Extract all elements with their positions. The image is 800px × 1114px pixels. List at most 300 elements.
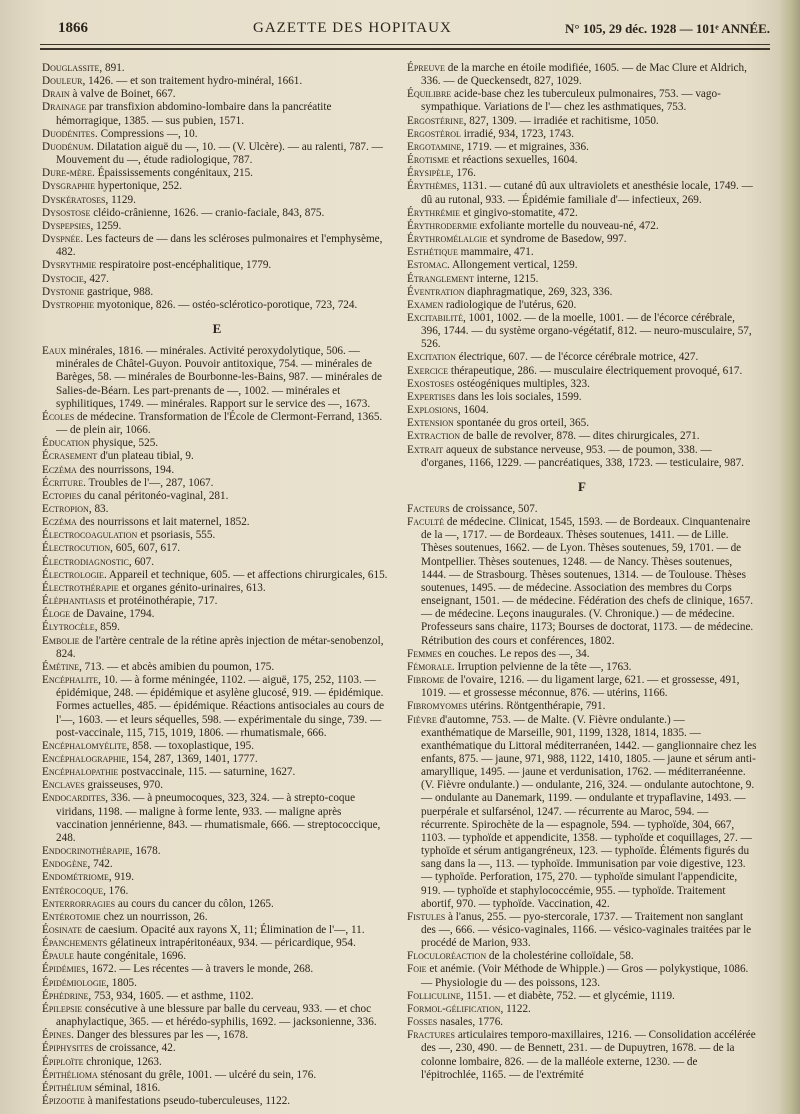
index-entry	[407, 220, 757, 233]
entry-references: de croissance, 507.	[449, 503, 538, 515]
entry-references: du canal péritonéo-vaginal, 281.	[81, 489, 229, 502]
entry-references: et organes génito-urinaires, 613.	[118, 581, 266, 594]
entry-references: . Les facteurs de — dans les scléroses pulmonaires et l'emphysème, 482.	[56, 233, 383, 259]
entry-heading: Dysgraphie	[42, 180, 95, 193]
index-entry	[42, 490, 392, 503]
index-entry	[407, 990, 757, 1003]
entry-heading: Érythèmes	[407, 180, 457, 193]
entry-heading: Dyskératoses	[42, 193, 106, 206]
entry-references: , 713. — et abcès amibien du poumon, 175.	[79, 660, 275, 673]
entry-heading: Drain	[42, 88, 70, 101]
entry-heading: Eczéma	[42, 516, 77, 529]
index-entry	[42, 62, 392, 75]
entry-references: , 891.	[99, 62, 125, 74]
index-entry	[42, 753, 392, 766]
entry-heading: Fibrome	[407, 674, 445, 687]
entry-references: radiologique de l'utérus, 620.	[443, 298, 577, 311]
index-entry	[42, 194, 392, 207]
entry-heading: Entérotomie	[42, 910, 101, 923]
entry-heading: Éphédrine	[42, 989, 89, 1002]
entry-heading: Ectopies	[42, 489, 82, 502]
entry-references: en couches. Le repos des —, 34.	[441, 647, 590, 660]
entry-heading: Foie	[407, 963, 427, 976]
index-entry	[407, 88, 757, 114]
index-entry	[42, 286, 392, 299]
index-entry	[42, 464, 392, 477]
entry-heading: Érysipèle	[407, 167, 451, 180]
entry-references: , 1672. — Les récentes — à travers le monde, 268.	[85, 963, 314, 976]
entry-heading: Éosinate	[42, 924, 83, 936]
entry-heading: Douglassite	[42, 62, 100, 74]
entry-references: ostéogéniques multiples, 323.	[454, 377, 590, 390]
index-entry	[42, 477, 392, 490]
entry-heading: Enterrorragies	[42, 897, 116, 910]
entry-heading: Émétine	[42, 660, 80, 673]
entry-heading: Fractures	[407, 1029, 456, 1042]
index-entry	[42, 516, 392, 529]
index-entry	[42, 674, 392, 740]
entry-references: , 1122.	[500, 1002, 531, 1015]
index-entry	[407, 911, 757, 950]
index-entry	[42, 180, 392, 193]
entry-references: et psoriasis, 555.	[137, 529, 216, 542]
entry-heading: Épithélium	[42, 1081, 92, 1094]
entry-heading: Épizootie	[42, 1095, 85, 1108]
entry-references: , 1151. — et diabète, 752. — et glycémie, 1119.	[460, 989, 675, 1002]
index-entry	[42, 569, 392, 582]
entry-references: diaphragmatique, 269, 323, 336.	[464, 285, 613, 298]
entry-references: de l'ovaire, 1216. — du ligament large, 621. — et grossesse, 491, 1019. — et grossesse méconnue, 876. — utérins, 1166.	[421, 674, 740, 700]
index-entry	[42, 1082, 392, 1095]
entry-references: nasales, 1776.	[437, 1016, 504, 1029]
entry-references: sténosant du grêle, 1001. — ulcéré du sein, 176.	[97, 1068, 317, 1081]
entry-references: interne, 1215.	[473, 272, 539, 285]
entry-references: de la cholestérine colloïdale, 58.	[486, 950, 634, 963]
entry-heading: Folliculine	[407, 989, 461, 1002]
index-entry	[42, 608, 392, 621]
page-header	[58, 20, 770, 46]
index-entry	[42, 977, 392, 990]
index-entry	[42, 635, 392, 661]
entry-references: de caesium. Opacité aux rayons X, 11; Élimination de l'—, 11.	[82, 924, 365, 936]
entry-references: , 176.	[450, 167, 476, 180]
index-entry	[42, 503, 392, 516]
entry-references: physique, 525.	[89, 437, 159, 450]
entry-heading: Eczéma	[42, 463, 77, 476]
index-entry	[42, 661, 392, 674]
entry-references: gastrique, 988.	[84, 285, 154, 298]
entry-heading: Esthétique	[407, 246, 458, 259]
entry-references: . Épaississements congénitaux, 215.	[92, 167, 253, 180]
entry-references: thérapeutique, 286. — musculaire électriquement provoqué, 617.	[448, 364, 743, 377]
entry-heading: Fémorale	[407, 660, 452, 673]
index-entry	[42, 792, 392, 845]
entry-references: , 1131. — cutané dû aux ultraviolets et anesthésie locale, 1749. — dû au rutonal, 933. — Épidémie familiale d'— infectieux, 269.	[421, 180, 753, 206]
index-entry	[407, 404, 757, 417]
entry-references: . Irruption pelvienne de la tête —, 1763.	[451, 660, 632, 673]
entry-heading: Endocardites	[42, 792, 106, 805]
entry-references: chez un nourrisson, 26.	[100, 910, 208, 923]
index-entry	[407, 516, 757, 648]
entry-references: articulaires temporo-maxillaires, 1216. — Consolidation accélérée des —, 230, 490. — de Bennett, 231. — de Dupuytren, 1678. — de la colonne lombaire, 826. — de la malléole externe, 1230. — de l'épitrochlée, 1165. — de l'extrémité	[421, 1029, 756, 1081]
entry-heading: Épreuve	[407, 62, 445, 74]
index-entry	[407, 950, 757, 963]
index-entry	[42, 101, 392, 127]
entry-references: minérales, 1816. — minérales. Activité peroxydolytique, 506. — minérales de Châtel-Guyon. Pouvoir antitoxique, 754. — minérales de Barèges, 58. — minérales de Bourbonne-les-Bains, 987. — minérales de Salies-de-Béarn. Les part-prenants de —, 1002. — minérales et syphilitiques, 1749. — minérales. Rapport sur le service des —, 1673.	[56, 345, 382, 410]
entry-references: , 1678.	[129, 845, 161, 858]
index-entry	[42, 871, 392, 884]
index-column-left	[42, 62, 392, 1108]
index-entry	[42, 924, 392, 937]
entry-references: et gingivo-stomatite, 472.	[460, 206, 578, 219]
entry-references: respiratoire post-encéphalitique, 1779.	[96, 259, 272, 272]
entry-heading: Épaule	[42, 950, 74, 963]
entry-references: , 1129.	[105, 193, 136, 206]
index-entry	[407, 430, 757, 443]
entry-heading: Écriture	[42, 476, 84, 489]
entry-references: des nourrissons, 194.	[76, 463, 175, 476]
entry-heading: Ergostérine	[407, 114, 464, 127]
entry-heading: Épiploïte	[42, 1055, 84, 1068]
index-entry	[42, 582, 392, 595]
entry-heading: Électrologie	[42, 568, 104, 581]
section-letter-e: E	[212, 320, 222, 336]
entry-heading: Écrasement	[42, 450, 98, 463]
entry-references: . Troubles de l'—, 287, 1067.	[83, 476, 214, 489]
entry-heading: Épiphysites	[42, 1042, 94, 1055]
index-entry	[42, 259, 392, 272]
entry-references: , 336. — à pneumocoques, 323, 324. — à strepto-coque viridans, 1198. — maligne à forme lente, 933. — maligne après vaccination jennérienne, 843. — rhumatismale, 666. — streptococcique, 248.	[56, 792, 381, 844]
index-entry	[407, 154, 757, 167]
index-block-e-cont	[407, 62, 757, 470]
entry-references: . Compressions —, 10.	[94, 127, 198, 140]
index-entry	[407, 246, 757, 259]
entry-references: , 859.	[94, 621, 120, 634]
entry-references: , 1604.	[457, 404, 489, 417]
entry-references: mammaire, 471.	[457, 246, 534, 259]
entry-heading: Électrodiagnostic	[42, 555, 129, 568]
entry-heading: Exostoses	[407, 377, 455, 390]
entry-heading: Formol-gélification	[407, 1002, 501, 1015]
entry-references: . Appareil et technique, 605. — et affections chirurgicales, 615.	[103, 568, 388, 581]
entry-heading: Ectropion	[42, 503, 89, 515]
index-entry	[42, 411, 392, 437]
index-entry	[42, 437, 392, 450]
entry-heading: Femmes	[407, 647, 442, 660]
entry-references: aqueux de substance nerveuse, 953. — de poumon, 338. — d'organes, 1166, 1229. — pancréatiques, 338, 1723. — testiculaire, 987.	[421, 443, 744, 469]
entry-heading: Facteurs	[407, 503, 450, 515]
entry-references: de l'artère centrale de la rétine après injection de métar-senobenzol, 824.	[56, 634, 384, 660]
page-number: 1866	[58, 20, 88, 36]
entry-heading: Explosions	[407, 404, 458, 417]
index-entry	[42, 220, 392, 233]
index-entry	[407, 365, 757, 378]
index-block-d	[42, 62, 392, 312]
entry-references: , 10. — à forme méningée, 1102. — aiguë, 175, 252, 1103. — épidémique, 248. — épidémique et asylène glucosé, 919. — épidémique. Formes actuelles, 485. — épidémique. Réactions antisociales au cours de l'—, 1603. — et leurs séquelles, 598. — expérimentale du singe, 739. — post-vaccinale, 115, 715, 1019, 1806. — rhumatismale, 666.	[56, 674, 385, 739]
entry-heading: Épilepsie	[42, 1002, 83, 1015]
entry-heading: Exercice	[407, 364, 449, 377]
index-entry	[407, 299, 757, 312]
index-entry	[42, 595, 392, 608]
entry-heading: Encéphalopathie	[42, 766, 119, 779]
entry-references: haute congénitale, 1696.	[73, 950, 187, 963]
entry-heading: Ergostérol	[407, 127, 461, 140]
entry-heading: Épidémiologie	[42, 976, 107, 989]
index-entry	[407, 312, 757, 351]
index-entry	[42, 937, 392, 950]
index-entry	[407, 444, 757, 470]
entry-references: , 1001, 1002. — de la moelle, 1001. — de l'écorce cérébrale, 396, 1744. — du système organo-végétatif, 812. — neuro-musculaire, 57, 526.	[421, 311, 752, 351]
index-block-e	[42, 345, 392, 1108]
entry-heading: Dure-mère	[42, 167, 93, 180]
entry-references: , 827, 1309. — irradiée et rachitisme, 1050.	[463, 114, 659, 127]
index-entry	[407, 115, 757, 128]
entry-references: , 1719. — et migraines, 336.	[461, 140, 589, 153]
entry-references: . Allongement vertical, 1259.	[447, 259, 578, 272]
entry-heading: Équilibre	[407, 88, 452, 101]
index-entry	[42, 141, 392, 167]
entry-heading: Dystocie	[42, 272, 84, 285]
entry-heading: Endocrinothérapie	[42, 845, 130, 858]
index-column-right	[407, 62, 757, 1082]
index-entry	[42, 898, 392, 911]
index-entry	[407, 1003, 757, 1016]
index-entry	[42, 766, 392, 779]
entry-references: et réactions sexuelles, 1604.	[448, 154, 578, 167]
entry-heading: Dysrythmie	[42, 259, 97, 272]
entry-references: . Danger des blessures par les —, 1678.	[71, 1029, 249, 1042]
entry-references: chronique, 1263.	[83, 1055, 162, 1068]
entry-heading: Encéphalographie	[42, 752, 127, 765]
entry-heading: Douleur	[42, 75, 83, 88]
index-entry	[407, 286, 757, 299]
entry-heading: Dysostose	[42, 206, 91, 219]
index-entry	[42, 963, 392, 976]
entry-references: exfoliante mortelle du nouveau-né, 472.	[476, 219, 659, 232]
entry-references: électrique, 607. — de l'écorce cérébrale motrice, 427.	[455, 351, 699, 364]
entry-references: , 83.	[88, 503, 109, 515]
entry-heading: Embolie	[42, 634, 80, 647]
index-entry	[42, 1069, 392, 1082]
index-entry	[42, 128, 392, 141]
entry-heading: Endométriome	[42, 871, 109, 884]
index-entry	[42, 621, 392, 634]
index-entry	[42, 88, 392, 101]
index-entry	[42, 845, 392, 858]
entry-references: à manifestations pseudo-tuberculeuses, 1122.	[84, 1095, 291, 1108]
entry-heading: Écoles	[42, 410, 75, 423]
index-entry	[407, 62, 757, 88]
entry-heading: Érotisme	[407, 154, 449, 167]
section-letter-f: F	[578, 478, 586, 494]
index-entry	[407, 128, 757, 141]
index-entry	[407, 661, 757, 674]
entry-heading: Extension	[407, 417, 454, 430]
entry-heading: Électrocoagulation	[42, 529, 138, 542]
entry-references: irradié, 934, 1723, 1743.	[460, 127, 575, 140]
index-entry	[42, 1029, 392, 1042]
entry-references: de médecine. Clinicat, 1545, 1593. — de Bordeaux. Cinquantenaire de la —, 1717. — de Bordeaux. Thèses soutenues, 1411. — de Lille. Thèses soutenues, 1662. — de Lyon. Thèses soutenues, 59, 1701. — de Montpellier. Thèses soutenues, 1248. — de Nancy. Thèses soutenues, 1444. — de Strasbourg. Thèses soutenues, 1314. — de Toulouse. Thèses soutenues, 1495. — de médecine. Association des membres du Corps enseignant, 1501. — de médecine. Fédération des chefs de clinique, 1657. — de médecine. Leçons inaugurales. (V. Chronique.) — de médecine. Professeurs sans chaire, 1173; Bourses de doctorat, 1173. — de médecine. Rétribution des cours et conférences, 1802.	[421, 516, 754, 647]
entry-heading: Dyspnée	[42, 233, 81, 246]
entry-references: utérins. Röntgenthérapie, 791.	[467, 700, 606, 713]
entry-references: séminal, 1816.	[91, 1081, 161, 1094]
index-entry	[407, 963, 757, 989]
entry-references: , 919.	[108, 871, 135, 884]
index-entry	[407, 207, 757, 220]
entry-heading: Ergotamine	[407, 140, 462, 153]
index-entry	[42, 75, 392, 88]
entry-references: de Davaine, 1794.	[70, 608, 155, 621]
entry-heading: Extraction	[407, 430, 461, 443]
entry-references: et anémie. (Voir Méthode de Whipple.) — Gros — polykystique, 1086. — Physiologie du — des poissons, 123.	[421, 963, 749, 989]
entry-heading: Érythromélalgie	[407, 233, 488, 246]
page-edge	[778, 0, 800, 1114]
index-entry	[407, 391, 757, 404]
entry-references: , 176.	[103, 884, 129, 897]
entry-references: et protéinothérapie, 717.	[105, 595, 218, 608]
index-entry	[42, 779, 392, 792]
index-entry	[42, 990, 392, 1003]
index-entry	[407, 259, 757, 272]
entry-heading: Estomac	[407, 259, 448, 272]
entry-references: , 1805.	[106, 976, 137, 989]
entry-heading: Épanchements	[42, 937, 108, 950]
index-entry	[42, 167, 392, 180]
entry-references: de balle de revolver, 878. — dites chirurgicales, 271.	[460, 430, 700, 443]
entry-heading: Étranglement	[407, 272, 474, 285]
index-entry	[42, 207, 392, 220]
entry-heading: Duodénites	[42, 127, 95, 140]
entry-heading: Électrothérapie	[42, 581, 119, 594]
index-entry	[407, 233, 757, 246]
index-entry	[407, 141, 757, 154]
index-entry	[407, 648, 757, 661]
entry-references: , 1426. — et son traitement hydro-minéral, 1661.	[82, 75, 303, 88]
index-entry	[407, 674, 757, 700]
entry-heading: Encéphalomyélite	[42, 739, 127, 752]
entry-heading: Enclaves	[42, 779, 85, 792]
journal-title: GAZETTE DES HOPITAUX	[253, 20, 452, 36]
index-entry	[42, 542, 392, 555]
entry-heading: Électrocution	[42, 542, 111, 555]
index-entry	[407, 167, 757, 180]
issue-info: N° 105, 29 déc. 1928 — 101ᵉ ANNÉE.	[564, 21, 770, 36]
entry-heading: Examen	[407, 298, 444, 311]
entry-heading: Floculoréaction	[407, 950, 487, 963]
index-entry	[42, 529, 392, 542]
index-entry	[42, 233, 392, 259]
entry-references: . Dilatation aiguë du —, 10. — (V. Ulcère). — au ralenti, 787. — Mouvement du —, étude radiologique, 787.	[56, 140, 383, 167]
index-block-f	[407, 503, 757, 1082]
entry-heading: Endogène	[42, 858, 88, 871]
index-entry	[42, 885, 392, 898]
entry-references: gélatineux intrapéritonéaux, 934. — péricardique, 954.	[107, 937, 356, 950]
entry-heading: Éducation	[42, 437, 90, 450]
entry-heading: Fosses	[407, 1016, 438, 1029]
entry-heading: Éventration	[407, 285, 465, 298]
entry-heading: Extrait	[407, 443, 444, 456]
entry-references: d'un plateau tibial, 9.	[97, 450, 194, 463]
entry-heading: Duodénum	[42, 140, 91, 153]
entry-heading: Éloge	[42, 608, 71, 621]
entry-heading: Épithélioma	[42, 1068, 98, 1081]
index-entry	[42, 1003, 392, 1029]
entry-references: d'automne, 753. — de Malte. (V. Fièvre ondulante.) — exanthématique de Marseille, 901, 1199, 1328, 1814, 1835. — exanthématique du Littoral méditerranéen, 1442. — ganglionnaire chez les enfants, 875. — jaune, 971, 988, 1122, 1410, 1805. — jaune et sérum anti-amaryllique, 1495. — jaune et verdunisation, 1762. — méditerranéenne. (V. Fièvre ondulante.) — ondulante, 216, 324. — ondulante autochtone, 9. — ondulante au Danemark, 1199. — ondulante et trypaflavine, 1493. — puerpérale et sulfarsénol, 1247. — récurrente au Maroc, 594. — récurrente. Spirochète de la — espagnole, 594. — typhoïde, 304, 667, 1103. — typhoïde et appendicite, 1358. — typhoïde et coquillages, 27. — typhoïde et sérum antigangréneux, 123. — typhoïde. Éléments figurés du sang dans la —, 113. — typhoïde. Immunisation par voie digestive, 123. — typhoïde. Perforation, 175, 270. — typhoïde simulant l'appendicite, 919. — typhoïde et staphylococcémie, 955. — typhoïde. Traitement abortif, 970. — typhoïde. Vaccination, 42.	[421, 713, 757, 910]
entry-references: et syndrome de Basedow, 997.	[487, 233, 627, 246]
entry-references: dans les lois sociales, 1599.	[455, 390, 582, 403]
entry-references: par transfixion abdomino-lombaire dans la pancréatite hémorragique, 1385. — sus pubien, 1571.	[56, 101, 332, 127]
entry-heading: Dystrophie	[42, 298, 95, 311]
entry-references: myotonique, 826. — ostéo-sclérotico-porotique, 723, 724.	[94, 298, 358, 311]
entry-references: postvaccinale, 115. — saturnine, 1627.	[118, 766, 296, 779]
entry-heading: Drainage	[42, 101, 87, 114]
entry-references: graisseuses, 970.	[84, 779, 164, 792]
entry-heading: Fibromyomes	[407, 700, 468, 713]
entry-heading: Dyspepsies	[42, 219, 91, 232]
entry-references: , 154, 287, 1369, 1401, 1777.	[126, 752, 258, 765]
index-entry	[42, 858, 392, 871]
entry-heading: Encéphalite	[42, 674, 99, 687]
entry-heading: Élytrocèle	[42, 621, 95, 634]
entry-references: hypertonique, 252.	[94, 180, 182, 193]
entry-references: , 607.	[128, 555, 155, 568]
entry-heading: Épidémies	[42, 963, 86, 976]
entry-heading: Épines	[42, 1029, 72, 1042]
entry-references: spontanée du gros orteil, 365.	[453, 417, 590, 430]
entry-heading: Excitabilité	[407, 311, 463, 324]
entry-references: cléido-crânienne, 1626. — cranio-faciale, 843, 875.	[90, 206, 325, 219]
index-entry	[407, 714, 757, 911]
index-entry	[42, 1095, 392, 1108]
entry-heading: Entérocoque	[42, 884, 104, 897]
entry-references: à valve de Boinet, 667.	[69, 88, 176, 101]
index-entry	[42, 1042, 392, 1055]
entry-references: à l'anus, 255. — pyo-stercorale, 1737. — Traitement non sanglant des —, 666. — vésico-vaginales, 1166. — vésico-vaginales traitées par le procédé de Marion, 933.	[421, 910, 752, 950]
entry-references: , 605, 607, 617.	[110, 542, 181, 555]
entry-references: , 1259.	[90, 219, 122, 232]
header-rule	[40, 44, 770, 45]
entry-references: de médecine. Transformation de l'École de Clermont-Ferrand, 1365. — de plein air, 1066.	[56, 410, 383, 437]
entry-references: de croissance, 42.	[93, 1042, 176, 1055]
entry-heading: Fièvre	[407, 713, 437, 726]
header-double-rule	[40, 48, 770, 50]
index-entry	[42, 950, 392, 963]
entry-heading: Éléphantiasis	[42, 595, 106, 608]
index-entry	[407, 351, 757, 364]
index-entry	[407, 700, 757, 713]
entry-heading: Excitation	[407, 351, 456, 364]
entry-references: , 427.	[83, 272, 109, 285]
index-entry	[42, 299, 392, 312]
entry-heading: Eaux	[42, 345, 67, 358]
entry-references: , 742.	[87, 858, 113, 871]
index-entry	[407, 1016, 757, 1029]
index-entry	[407, 503, 757, 516]
entry-heading: Faculté	[407, 516, 445, 529]
entry-heading: Érythrodermie	[407, 219, 477, 232]
index-entry	[407, 273, 757, 286]
index-entry	[42, 273, 392, 286]
entry-references: des nourrissons et lait maternel, 1852.	[76, 516, 250, 529]
entry-heading: Expertises	[407, 390, 456, 403]
index-entry	[407, 180, 757, 206]
entry-heading: Dystonie	[42, 285, 85, 298]
index-entry	[407, 378, 757, 391]
index-entry	[42, 1056, 392, 1069]
entry-heading: Érythrémie	[407, 206, 461, 219]
entry-references: de la marche en étoile modifiée, 1605. — de Mac Clure et Aldrich, 336. — de Queckensedt, 827, 1029.	[421, 62, 747, 88]
index-entry	[42, 911, 392, 924]
